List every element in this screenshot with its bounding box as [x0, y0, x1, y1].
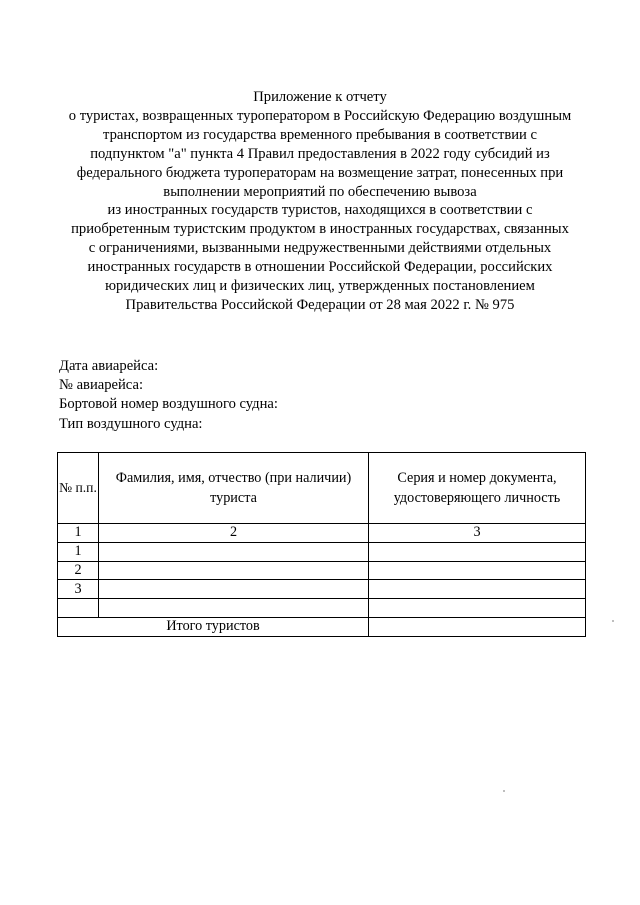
scan-speck	[612, 620, 614, 622]
field-flight-date: Дата авиарейса:	[59, 358, 159, 374]
heading-line: из иностранных государств туристов, находящихся в соответствии с	[107, 202, 533, 219]
heading-line: иностранных государств в отношении Российской Федерации, российских	[87, 259, 553, 276]
table-row	[58, 580, 586, 599]
field-aircraft-type: Тип воздушного судна:	[59, 415, 203, 432]
tourists-table	[57, 452, 586, 637]
flight-fields	[59, 357, 278, 434]
row-number-cell: 2	[58, 561, 99, 580]
heading-line: о туристах, возвращенных туроператором в Российскую Федерацию воздушным	[68, 107, 572, 124]
column-number: 2	[99, 524, 369, 543]
heading-line: приобретенным туристским продуктом в иностранных государствах, связанных	[71, 221, 569, 238]
row-number-cell: 3	[58, 580, 99, 599]
table-header-row	[58, 453, 586, 524]
row-number-cell	[58, 599, 99, 618]
document-cell	[369, 561, 586, 580]
heading-line: выполнении мероприятий по обеспечению вывоза	[163, 183, 477, 200]
field-flight-number: № авиарейса:	[59, 377, 143, 394]
header-number: № п.п.	[58, 453, 99, 524]
total-row	[58, 617, 586, 636]
total-value	[369, 617, 586, 636]
heading-line: транспортом из государства временного пребывания в соответствии с	[103, 126, 537, 143]
table-row	[58, 599, 586, 618]
header-id-document: Серия и номер документа, удостоверяющего личность	[369, 453, 586, 524]
heading-line: подпунктом "а" пункта 4 Правил предоставления в 2022 году субсидий из	[90, 145, 550, 162]
header-full-name: Фамилия, имя, отчество (при наличии) туриста	[99, 453, 369, 524]
scan-speck	[503, 790, 505, 792]
full-name-cell	[99, 561, 369, 580]
heading-line: федерального бюджета туроператорам на возмещение затрат, понесенных при	[76, 164, 564, 181]
document-cell	[369, 580, 586, 599]
heading-line: юридических лиц и физических лиц, утвержденных постановлением	[105, 278, 535, 295]
full-name-cell	[99, 542, 369, 561]
field-aircraft-reg-number: Бортовой номер воздушного судна:	[59, 396, 278, 413]
document-cell	[369, 542, 586, 561]
heading-line: Правительства Российской Федерации от 28 мая 2022 г. № 975	[125, 296, 515, 313]
heading-line: Приложение к отчету	[253, 89, 387, 105]
full-name-cell	[99, 599, 369, 618]
total-label: Итого туристов	[58, 617, 369, 636]
full-name-cell	[99, 580, 369, 599]
document-heading	[40, 88, 600, 315]
document-cell	[369, 599, 586, 618]
row-number-cell: 1	[58, 542, 99, 561]
heading-line: с ограничениями, вызванными недружественными действиями отдельных	[88, 240, 552, 257]
column-number-row	[58, 524, 586, 543]
table-row	[58, 561, 586, 580]
column-number: 1	[58, 524, 99, 543]
column-number: 3	[369, 524, 586, 543]
table-row	[58, 542, 586, 561]
